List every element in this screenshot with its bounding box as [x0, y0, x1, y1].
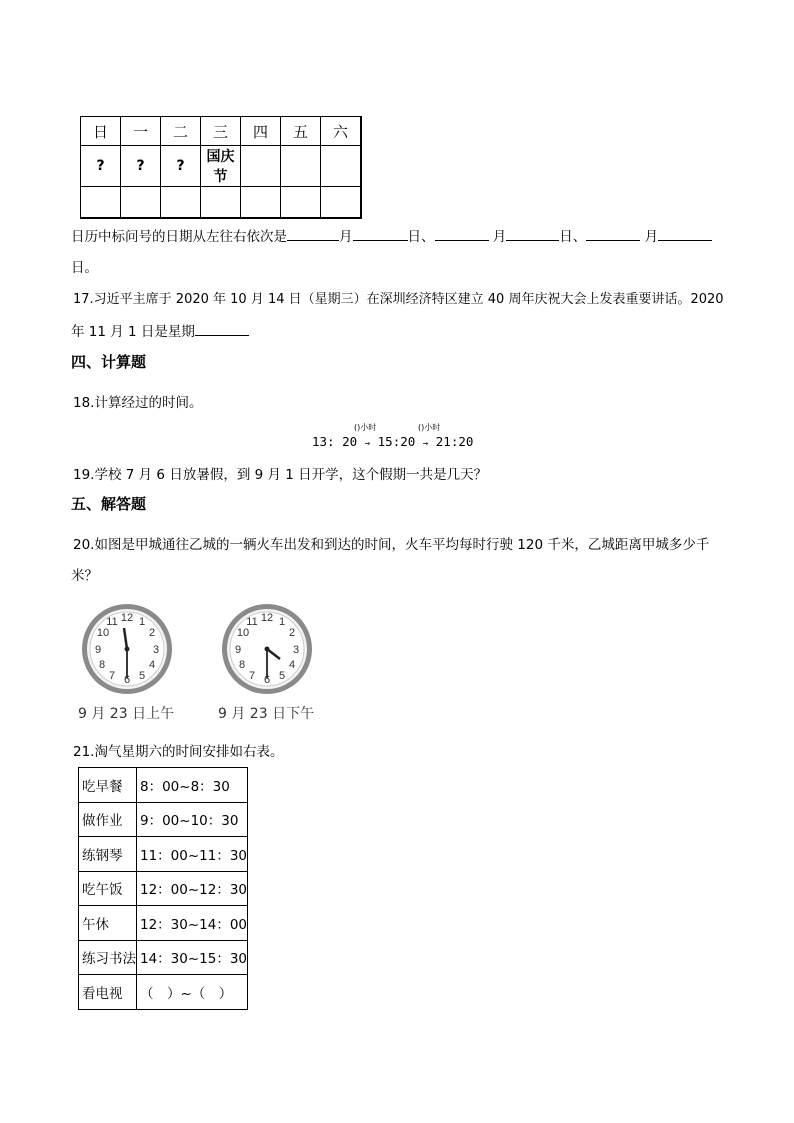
clock-numeral: 4 [148, 659, 156, 671]
q16-line1 [71, 227, 712, 247]
answer-blank[interactable] [195, 322, 249, 336]
time-cell: 14：30~15：30 [137, 940, 248, 975]
clock-numeral: 8 [238, 659, 246, 671]
clock-numeral: 1 [278, 616, 286, 628]
time-start: 13: 20 [312, 434, 358, 449]
arrow-icon: → [422, 439, 429, 449]
schedule-table [78, 767, 248, 1010]
calendar-cell-national-day: 国庆节 [201, 146, 241, 187]
answer-blank[interactable] [435, 227, 489, 241]
time-cell: 12：00~12：30 [137, 871, 248, 906]
calendar-cell [241, 187, 281, 219]
calendar-header-cell: 三 [201, 117, 241, 146]
clock-numeral: 6 [123, 674, 131, 686]
clock-numeral: 3 [152, 644, 160, 656]
calendar-cell [201, 187, 241, 219]
calendar-cell [321, 187, 362, 219]
table-row [79, 837, 248, 872]
calendar-header-cell: 日 [81, 117, 121, 146]
q17-text: 年 11 月 1 日是星期 [71, 324, 195, 340]
q16-prompt: 日历中标问号的日期从左往右依次是 [71, 229, 287, 245]
calendar-cell: ? [161, 146, 201, 187]
calendar-cell [281, 187, 321, 219]
calendar-row [81, 187, 362, 219]
table-row [79, 940, 248, 975]
q17-line2 [71, 322, 249, 342]
q21-text: 21.淘气星期六的时间安排如右表。 [73, 744, 284, 760]
activity-cell: 看电视 [79, 975, 137, 1010]
clock-arrival-icon [220, 602, 314, 696]
time-middle: 15:20 [377, 434, 416, 449]
answer-blank[interactable] [287, 227, 339, 241]
calendar-header-cell: 五 [281, 117, 321, 146]
activity-cell: 练钢琴 [79, 837, 137, 872]
activity-cell: 午休 [79, 906, 137, 941]
q19-text: 19.学校 7 月 6 日放暑假，到 9 月 1 日开学，这个假期一共是几天？ [73, 467, 488, 483]
section-title-calculation: 四、计算题 [71, 353, 147, 371]
time-sequence [312, 434, 473, 449]
clock-numeral: 11 [246, 616, 258, 628]
month-label: 月 [644, 229, 659, 245]
clock-numeral: 2 [288, 627, 296, 639]
calendar-header-cell: 一 [121, 117, 161, 146]
activity-cell: 做作业 [79, 802, 137, 837]
activity-cell: 吃午饭 [79, 871, 137, 906]
clock-numeral: 7 [108, 670, 116, 682]
clock-numeral: 4 [288, 659, 296, 671]
clock-departure-caption: 9 月 23 日上午 [78, 706, 175, 722]
activity-cell: 吃早餐 [79, 768, 137, 803]
calendar-cell [321, 146, 362, 187]
table-row [79, 871, 248, 906]
calendar-cell [81, 187, 121, 219]
clock-numeral: 6 [263, 674, 271, 686]
q20-line2: 米？ [71, 568, 98, 584]
calendar-cell: ? [121, 146, 161, 187]
q20-line1: 20.如图是甲城通往乙城的一辆火车出发和到达的时间，火车平均每时行驶 120 千米，乙城距离甲城多少千 [73, 537, 710, 553]
calendar-cell [241, 146, 281, 187]
calendar-header-cell: 六 [321, 117, 362, 146]
table-row [79, 975, 248, 1010]
time-cell: 12：30~14：00 [137, 906, 248, 941]
q16-line2: 日。 [71, 260, 98, 276]
clock-numeral: 1 [138, 616, 146, 628]
time-cell-answer[interactable]: （ ）~（ ） [137, 975, 248, 1010]
calendar-header-cell: 四 [241, 117, 281, 146]
clock-numeral: 9 [94, 644, 102, 656]
table-row [79, 768, 248, 803]
day-separator: 日、 [559, 229, 587, 245]
clock-numeral: 3 [292, 644, 300, 656]
elapsed-label-1: ()小时 [354, 423, 377, 432]
clock-numeral: 10 [236, 627, 250, 639]
clock-numeral: 7 [248, 670, 256, 682]
clock-numeral: 5 [278, 670, 286, 682]
clock-numeral: 11 [106, 616, 118, 628]
clock-numeral: 8 [98, 659, 106, 671]
clock-numeral: 5 [138, 670, 146, 682]
clock-numeral: 12 [260, 612, 274, 624]
table-row [79, 906, 248, 941]
calendar-cell [281, 146, 321, 187]
calendar-cell [161, 187, 201, 219]
month-label: 月 [339, 229, 353, 245]
calendar-table [80, 116, 362, 219]
calendar-header-row [81, 117, 362, 146]
table-row [79, 802, 248, 837]
answer-blank[interactable] [658, 227, 712, 241]
section-title-solve: 五、解答题 [71, 495, 147, 513]
arrow-icon: → [364, 439, 371, 449]
q17-line1: 17.习近平主席于 2020 年 10 月 14 日（星期三）在深圳经济特区建立 40 周年庆祝大会上发表重要讲话。2020 [73, 292, 724, 307]
month-label: 月 [492, 229, 507, 245]
elapsed-label-2: ()小时 [418, 423, 441, 432]
clock-arrival-caption: 9 月 23 日下午 [218, 706, 315, 722]
calendar-cell [121, 187, 161, 219]
calendar-row [81, 146, 362, 187]
time-cell: 8：00~8：30 [137, 768, 248, 803]
clock-numeral: 12 [120, 612, 134, 624]
clock-departure-icon [80, 602, 174, 696]
time-cell: 11：00~11：30 [137, 837, 248, 872]
clock-numeral: 10 [96, 627, 110, 639]
clock-numeral: 2 [148, 627, 156, 639]
calendar-header-cell: 二 [161, 117, 201, 146]
q18-text: 18.计算经过的时间。 [73, 395, 203, 411]
time-end: 21:20 [435, 434, 474, 449]
day-separator: 日、 [407, 229, 435, 245]
activity-cell: 练习书法 [79, 940, 137, 975]
answer-blank[interactable] [353, 227, 408, 241]
answer-blank[interactable] [506, 227, 559, 241]
time-cell: 9：00~10：30 [137, 802, 248, 837]
calendar-cell: ? [81, 146, 121, 187]
clock-numeral: 9 [234, 644, 242, 656]
answer-blank[interactable] [586, 227, 640, 241]
